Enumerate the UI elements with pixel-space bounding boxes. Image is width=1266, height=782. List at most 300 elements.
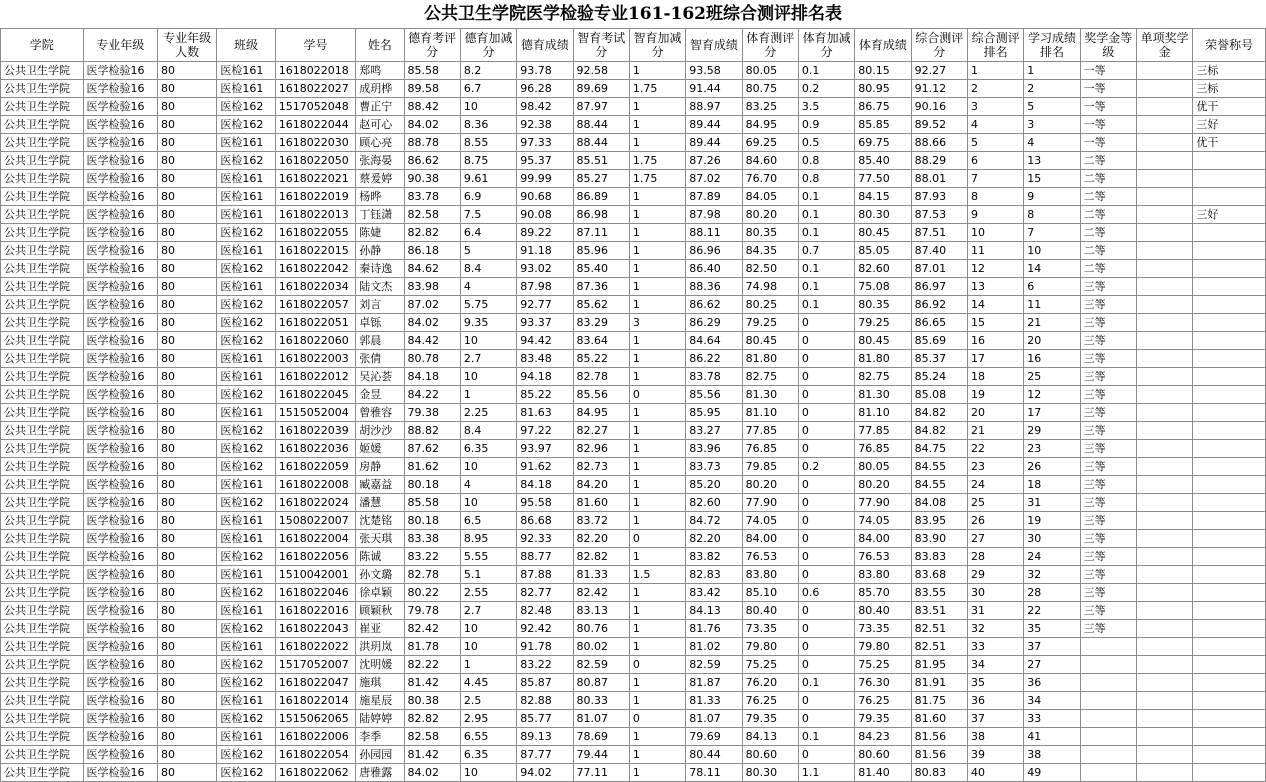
table-cell: 87.26 [686, 152, 742, 170]
table-cell: 郑鸣 [356, 62, 404, 80]
table-cell: 79.44 [573, 746, 629, 764]
table-cell: 1618022006 [275, 728, 356, 746]
table-cell: 8.4 [460, 422, 516, 440]
table-row [1, 620, 1266, 638]
table-cell: 29 [967, 566, 1023, 584]
table-cell: 1618022013 [275, 206, 356, 224]
table-cell: 医学检验16 [83, 80, 157, 98]
table-cell: 85.40 [855, 152, 911, 170]
table-cell: 医学检验16 [83, 422, 157, 440]
table-cell: 1 [629, 512, 685, 530]
table-cell: 84.02 [404, 314, 460, 332]
table-cell: 82.75 [742, 368, 798, 386]
table-cell: 三等 [1080, 278, 1136, 296]
table-cell: 80.87 [573, 674, 629, 692]
table-cell: 0 [798, 368, 854, 386]
table-row [1, 134, 1266, 152]
table-cell: 1618022021 [275, 170, 356, 188]
table-cell: 1 [629, 296, 685, 314]
column-header: 班级 [217, 29, 275, 62]
table-cell: 1618022051 [275, 314, 356, 332]
table-cell: 86.68 [517, 512, 573, 530]
table-cell: 医检162 [217, 422, 275, 440]
table-cell: 20 [1024, 332, 1080, 350]
table-cell: 82.75 [855, 368, 911, 386]
table-cell [1136, 710, 1192, 728]
table-cell: 97.33 [517, 134, 573, 152]
column-header: 德育加减分 [460, 29, 516, 62]
table-cell: 87.97 [573, 98, 629, 116]
table-cell: 崔亚 [356, 620, 404, 638]
table-cell [1193, 494, 1266, 512]
table-cell [1136, 638, 1192, 656]
column-header: 智育成绩 [686, 29, 742, 62]
table-cell: 医检162 [217, 314, 275, 332]
table-cell: 1 [629, 746, 685, 764]
table-cell: 三好 [1193, 116, 1266, 134]
table-cell: 88.36 [686, 278, 742, 296]
table-cell [1136, 260, 1192, 278]
table-cell: 88.01 [911, 170, 967, 188]
table-cell: 79.78 [404, 602, 460, 620]
column-header: 智育考试分 [573, 29, 629, 62]
table-cell: 7 [967, 170, 1023, 188]
table-cell: 80 [157, 620, 216, 638]
table-cell: 公共卫生学院 [1, 152, 84, 170]
table-cell: 84.02 [404, 116, 460, 134]
table-cell: 15 [1024, 170, 1080, 188]
table-cell: 1510042001 [275, 566, 356, 584]
table-cell: 82.77 [517, 584, 573, 602]
table-cell: 93.78 [517, 62, 573, 80]
table-cell: 41 [1024, 728, 1080, 746]
table-cell: 76.85 [742, 440, 798, 458]
table-cell: 公共卫生学院 [1, 674, 84, 692]
table-cell: 85.62 [573, 296, 629, 314]
table-cell: 11 [1024, 296, 1080, 314]
table-cell: 1 [629, 278, 685, 296]
table-cell: 8.2 [460, 62, 516, 80]
table-cell: 86.62 [686, 296, 742, 314]
table-cell: 医学检验16 [83, 152, 157, 170]
table-cell: 医学检验16 [83, 710, 157, 728]
table-cell: 82.59 [573, 656, 629, 674]
table-cell: 1618022039 [275, 422, 356, 440]
table-cell: 95.58 [517, 494, 573, 512]
table-cell: 5 [967, 134, 1023, 152]
table-cell: 13 [1024, 152, 1080, 170]
table-cell [1193, 746, 1266, 764]
table-cell [1193, 404, 1266, 422]
table-cell: 80.45 [855, 332, 911, 350]
table-cell: 83.25 [742, 98, 798, 116]
table-cell: 潘慧 [356, 494, 404, 512]
table-cell: 0 [629, 386, 685, 404]
table-cell: 医学检验16 [83, 134, 157, 152]
table-cell: 86.92 [911, 296, 967, 314]
table-cell: 87.98 [517, 278, 573, 296]
table-cell: 16 [967, 332, 1023, 350]
table-cell: 84.55 [911, 458, 967, 476]
table-cell: 89.44 [686, 134, 742, 152]
table-cell: 1618022012 [275, 368, 356, 386]
table-cell: 81.80 [742, 350, 798, 368]
table-cell: 医检162 [217, 458, 275, 476]
table-cell: 公共卫生学院 [1, 188, 84, 206]
table-cell: 1 [629, 620, 685, 638]
table-cell: 公共卫生学院 [1, 656, 84, 674]
table-cell [1136, 728, 1192, 746]
table-cell: 三等 [1080, 566, 1136, 584]
table-cell: 1 [629, 764, 685, 782]
table-cell: 81.91 [911, 674, 967, 692]
table-cell: 0 [798, 566, 854, 584]
table-cell: 35 [1024, 620, 1080, 638]
table-cell: 公共卫生学院 [1, 728, 84, 746]
table-cell: 80.05 [742, 62, 798, 80]
table-cell: 1 [629, 548, 685, 566]
table-cell: 88.97 [686, 98, 742, 116]
table-cell: 公共卫生学院 [1, 710, 84, 728]
table-cell: 医检161 [217, 512, 275, 530]
column-header: 单项奖学金 [1136, 29, 1192, 62]
table-cell: 医检161 [217, 206, 275, 224]
table-cell [1080, 656, 1136, 674]
table-cell: 医检162 [217, 656, 275, 674]
table-cell [1136, 548, 1192, 566]
table-cell: 88.44 [573, 134, 629, 152]
table-cell: 0.1 [798, 296, 854, 314]
table-row [1, 332, 1266, 350]
table-cell: 82.82 [404, 710, 460, 728]
table-cell: 1 [629, 404, 685, 422]
table-cell: 1618022062 [275, 764, 356, 782]
table-cell [1080, 746, 1136, 764]
column-header: 德育成绩 [517, 29, 573, 62]
table-cell: 78.69 [573, 728, 629, 746]
table-cell: 1 [629, 584, 685, 602]
table-cell: 80 [157, 116, 216, 134]
table-cell: 86.18 [404, 242, 460, 260]
table-cell [1136, 404, 1192, 422]
table-cell: 82.20 [686, 530, 742, 548]
table-cell [1136, 602, 1192, 620]
table-cell: 84.55 [911, 476, 967, 494]
table-cell: 0.5 [798, 134, 854, 152]
table-cell: 80 [157, 674, 216, 692]
table-cell: 81.60 [911, 710, 967, 728]
table-cell: 83.96 [686, 440, 742, 458]
table-cell: 80 [157, 728, 216, 746]
table-cell: 80 [157, 602, 216, 620]
table-cell: 83.95 [911, 512, 967, 530]
table-cell: 1 [1024, 62, 1080, 80]
table-cell: 93.58 [686, 62, 742, 80]
table-cell: 公共卫生学院 [1, 206, 84, 224]
table-row [1, 656, 1266, 674]
table-cell: 87.01 [911, 260, 967, 278]
table-cell: 81.07 [686, 710, 742, 728]
table-cell: 医学检验16 [83, 62, 157, 80]
table-cell: 医学检验16 [83, 260, 157, 278]
table-cell: 陆婷婷 [356, 710, 404, 728]
table-cell: 80 [157, 152, 216, 170]
table-cell: 三标 [1193, 62, 1266, 80]
table-cell: 88.29 [911, 152, 967, 170]
table-cell: 22 [1024, 602, 1080, 620]
table-cell: 89.58 [404, 80, 460, 98]
table-cell: 公共卫生学院 [1, 62, 84, 80]
table-cell: 84.82 [911, 404, 967, 422]
table-cell: 80.30 [855, 206, 911, 224]
table-cell: 85.69 [911, 332, 967, 350]
table-cell [1136, 224, 1192, 242]
table-cell: 公共卫生学院 [1, 386, 84, 404]
table-cell: 1618022055 [275, 224, 356, 242]
table-cell: 80.05 [855, 458, 911, 476]
table-cell: 80 [157, 548, 216, 566]
table-cell: 80 [157, 494, 216, 512]
table-cell [1136, 350, 1192, 368]
table-cell: 医学检验16 [83, 746, 157, 764]
table-cell: 87.89 [686, 188, 742, 206]
table-cell: 80.78 [404, 350, 460, 368]
table-cell: 79.25 [855, 314, 911, 332]
table-cell: 87.11 [573, 224, 629, 242]
table-cell: 医检161 [217, 728, 275, 746]
table-row [1, 440, 1266, 458]
table-cell: 1 [967, 62, 1023, 80]
table-cell: 卓铄 [356, 314, 404, 332]
table-cell: 80 [157, 368, 216, 386]
table-cell: 79.35 [742, 710, 798, 728]
table-cell: 89.13 [517, 728, 573, 746]
table-cell [1193, 602, 1266, 620]
table-cell: 顾颖秋 [356, 602, 404, 620]
table-row [1, 422, 1266, 440]
table-cell: 医学检验16 [83, 764, 157, 782]
table-cell [1136, 674, 1192, 692]
table-cell: 1618022045 [275, 386, 356, 404]
table-cell: 84.23 [855, 728, 911, 746]
table-cell: 80 [157, 386, 216, 404]
table-cell: 80 [157, 62, 216, 80]
table-cell: 86.40 [686, 260, 742, 278]
table-cell: 0 [798, 710, 854, 728]
table-cell: 89.52 [911, 116, 967, 134]
table-cell: 80 [157, 296, 216, 314]
table-cell: 81.42 [404, 674, 460, 692]
table-cell: 2.95 [460, 710, 516, 728]
table-cell: 91.78 [517, 638, 573, 656]
table-cell [1080, 728, 1136, 746]
table-cell: 医学检验16 [83, 98, 157, 116]
table-cell: 4.45 [460, 674, 516, 692]
table-cell: 10 [460, 620, 516, 638]
table-cell: 85.51 [573, 152, 629, 170]
table-cell: 医学检验16 [83, 296, 157, 314]
table-cell: 80.22 [404, 584, 460, 602]
table-cell: 1618022060 [275, 332, 356, 350]
table-cell: 医学检验16 [83, 116, 157, 134]
table-cell: 医检162 [217, 98, 275, 116]
table-cell: 郭晨 [356, 332, 404, 350]
table-cell: 三等 [1080, 296, 1136, 314]
table-cell: 秦诗逸 [356, 260, 404, 278]
table-cell: 1618022059 [275, 458, 356, 476]
table-cell: 0 [798, 314, 854, 332]
table-cell: 2.7 [460, 350, 516, 368]
table-cell: 69.75 [855, 134, 911, 152]
table-cell: 85.27 [573, 170, 629, 188]
table-cell [1136, 188, 1192, 206]
table-cell: 0 [798, 332, 854, 350]
table-cell: 80 [157, 656, 216, 674]
table-cell: 97.22 [517, 422, 573, 440]
table-cell: 0 [798, 494, 854, 512]
table-cell: 82.50 [742, 260, 798, 278]
table-cell: 医学检验16 [83, 440, 157, 458]
table-cell: 21 [1024, 314, 1080, 332]
table-cell: 80.76 [573, 620, 629, 638]
header-row [1, 29, 1266, 62]
table-cell: 1 [460, 656, 516, 674]
table-cell: 22 [967, 440, 1023, 458]
table-cell: 0 [798, 386, 854, 404]
table-cell: 1515052004 [275, 404, 356, 422]
table-cell: 26 [1024, 458, 1080, 476]
table-cell: 公共卫生学院 [1, 440, 84, 458]
table-cell: 0 [798, 548, 854, 566]
table-cell: 85.85 [855, 116, 911, 134]
table-cell: 1618022018 [275, 62, 356, 80]
table-cell: 17 [1024, 404, 1080, 422]
table-cell: 82.82 [573, 548, 629, 566]
table-row [1, 728, 1266, 746]
table-cell: 82.42 [404, 620, 460, 638]
table-cell: 84.13 [742, 728, 798, 746]
table-cell: 80.44 [686, 746, 742, 764]
table-cell: 10 [460, 764, 516, 782]
table-cell: 94.18 [517, 368, 573, 386]
table-cell: 85.96 [573, 242, 629, 260]
table-cell: 84.82 [911, 422, 967, 440]
table-cell: 医检162 [217, 332, 275, 350]
table-cell: 82.88 [517, 692, 573, 710]
table-cell: 1618022043 [275, 620, 356, 638]
table-cell: 0.1 [798, 62, 854, 80]
table-cell: 5.55 [460, 548, 516, 566]
table-cell: 1.5 [629, 566, 685, 584]
table-row [1, 602, 1266, 620]
table-cell: 80 [157, 512, 216, 530]
table-cell: 公共卫生学院 [1, 638, 84, 656]
table-cell: 80 [157, 224, 216, 242]
table-cell: 一等 [1080, 98, 1136, 116]
table-cell: 80 [157, 350, 216, 368]
table-cell: 1 [629, 188, 685, 206]
table-cell: 公共卫生学院 [1, 134, 84, 152]
table-cell: 0 [798, 620, 854, 638]
table-cell: 75.08 [855, 278, 911, 296]
table-cell: 88.44 [573, 116, 629, 134]
table-row [1, 476, 1266, 494]
table-cell: 1 [629, 674, 685, 692]
table-cell: 10 [460, 368, 516, 386]
table-cell: 83.22 [517, 656, 573, 674]
table-cell: 医学检验16 [83, 656, 157, 674]
table-cell: 38 [1024, 746, 1080, 764]
table-cell: 83.72 [573, 512, 629, 530]
table-cell: 74.98 [742, 278, 798, 296]
table-cell: 91.12 [911, 80, 967, 98]
table-cell: 唐雅露 [356, 764, 404, 782]
table-row [1, 584, 1266, 602]
table-cell: 16 [1024, 350, 1080, 368]
table-cell: 1 [629, 260, 685, 278]
table-cell [1136, 170, 1192, 188]
table-cell: 三等 [1080, 620, 1136, 638]
table-cell: 79.38 [404, 404, 460, 422]
table-cell: 82.96 [573, 440, 629, 458]
table-cell: 1.75 [629, 170, 685, 188]
table-cell: 刘言 [356, 296, 404, 314]
table-cell: 1618022044 [275, 116, 356, 134]
table-cell: 医学检验16 [83, 170, 157, 188]
table-cell [1193, 674, 1266, 692]
table-cell: 1618022014 [275, 692, 356, 710]
table-cell: 0.1 [798, 188, 854, 206]
table-cell: 二等 [1080, 152, 1136, 170]
table-cell: 成玥桦 [356, 80, 404, 98]
table-cell: 1618022056 [275, 548, 356, 566]
table-cell: 84.62 [404, 260, 460, 278]
table-cell: 80.45 [742, 332, 798, 350]
table-cell: 1618022016 [275, 602, 356, 620]
table-cell: 74.05 [855, 512, 911, 530]
table-cell: 80.33 [573, 692, 629, 710]
table-cell: 医检162 [217, 296, 275, 314]
table-cell: 18 [1024, 476, 1080, 494]
table-cell: 76.20 [742, 674, 798, 692]
table-cell: 89.44 [686, 116, 742, 134]
table-cell: 1 [629, 206, 685, 224]
table-cell: 84.42 [404, 332, 460, 350]
table-cell: 82.83 [686, 566, 742, 584]
table-cell: 二等 [1080, 206, 1136, 224]
column-header: 综合测评排名 [967, 29, 1023, 62]
table-cell: 6.5 [460, 512, 516, 530]
table-cell: 一等 [1080, 80, 1136, 98]
table-cell: 83.27 [686, 422, 742, 440]
table-row [1, 152, 1266, 170]
table-cell [1136, 440, 1192, 458]
table-cell [1193, 440, 1266, 458]
table-cell: 99.99 [517, 170, 573, 188]
table-cell: 85.05 [855, 242, 911, 260]
table-cell: 84.95 [573, 404, 629, 422]
table-cell: 0 [798, 656, 854, 674]
column-header: 智育加减分 [629, 29, 685, 62]
table-cell: 80.15 [855, 62, 911, 80]
table-cell: 1 [629, 98, 685, 116]
table-cell: 医检162 [217, 710, 275, 728]
table-row [1, 548, 1266, 566]
table-cell: 医检161 [217, 692, 275, 710]
table-cell: 公共卫生学院 [1, 530, 84, 548]
table-cell: 医学检验16 [83, 350, 157, 368]
table-row [1, 62, 1266, 80]
